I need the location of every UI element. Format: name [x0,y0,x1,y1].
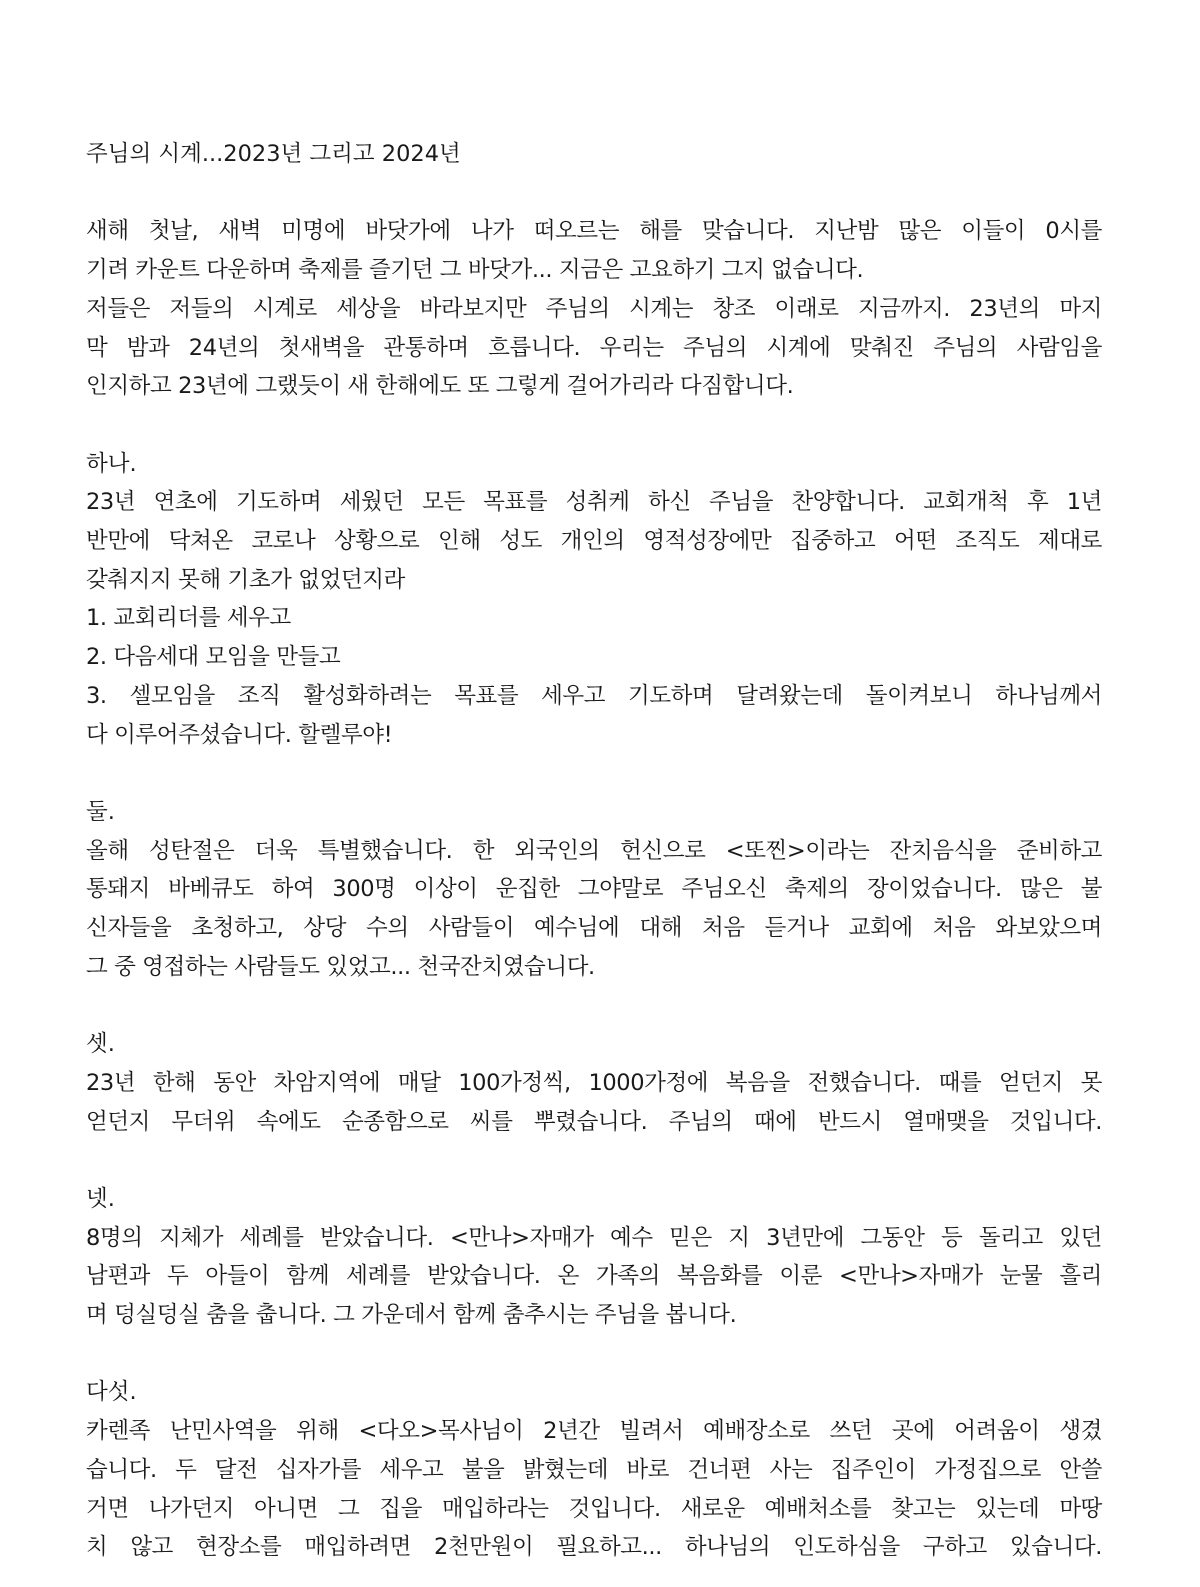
section-line: 갖춰지지 못해 기초가 없었던지라 [86,566,405,593]
intro-paragraph [86,212,1102,406]
section-heading: 둘. [86,798,115,825]
section-4 [86,1180,1102,1335]
spacer [86,754,1102,793]
section-3 [86,1025,1102,1141]
section-line: 남편과 두 아들이 함께 세례를 받았습니다. 온 가족의 복음화를 이룬 <만나>자매가 눈물 흘리 [86,1263,1102,1290]
section-line: 8명의 지체가 세례를 받았습니다. <만나>자매가 예수 믿은 지 3년만에 그동안 등 돌리고 있던 [86,1224,1102,1251]
intro-line: 인지하고 23년에 그랬듯이 새 한해에도 또 그렇게 걸어가리라 다짐합니다. [86,373,794,400]
section-line: 치 않고 현장소를 매입하려면 2천만원이 필요하고... 하나님의 인도하심을 구하고 있습니다. [86,1534,1102,1561]
section-line: 다 이루어주셨습니다. 할렐루야! [86,721,393,748]
section-line: 3. 셀모임을 조직 활성화하려는 목표를 세우고 기도하며 달려왔는데 돌이켜보니 하나님께서 [86,682,1102,709]
spacer [86,1335,1102,1374]
section-heading: 넷. [86,1185,115,1212]
section-line: 1. 교회리더를 세우고 [86,605,291,632]
intro-line: 저들은 저들의 시계로 세상을 바라보지만 주님의 시계는 창조 이래로 지금까지. 23년의 마지 [86,295,1102,322]
letter-document [86,135,1102,1567]
spacer [86,406,1102,445]
spacer [86,1141,1102,1180]
section-1 [86,445,1102,755]
section-line: 그 중 영접하는 사람들도 있었고... 천국잔치였습니다. [86,953,595,980]
intro-line: 막 밤과 24년의 첫새벽을 관통하며 흐릅니다. 우리는 주님의 시계에 맞춰진 주님의 사람임을 [86,334,1102,361]
intro-line: 새해 첫날, 새벽 미명에 바닷가에 나가 떠오르는 해를 맞습니다. 지난밤 많은 이들이 0시를 [86,218,1102,245]
section-line: 얻던지 무더위 속에도 순종함으로 씨를 뿌렸습니다. 주님의 때에 반드시 열매맺을 것입니다. [86,1108,1102,1135]
section-line: 습니다. 두 달전 십자가를 세우고 불을 밝혔는데 바로 건너편 사는 집주인이 가정집으로 안쓸 [86,1456,1102,1483]
section-line: 며 덩실덩실 춤을 춥니다. 그 가운데서 함께 춤추시는 주님을 봅니다. [86,1302,737,1329]
section-line: 통돼지 바베큐도 하여 300명 이상이 운집한 그야말로 주님오신 축제의 장이었습니다. 많은 불 [86,876,1102,903]
section-2 [86,793,1102,987]
intro-line: 기려 카운트 다운하며 축제를 즐기던 그 바닷가... 지금은 고요하기 그지 없습니다. [86,257,864,284]
section-5 [86,1373,1102,1567]
section-heading: 다섯. [86,1379,137,1406]
section-line: 23년 한해 동안 차암지역에 매달 100가정씩, 1000가정에 복음을 전했습니다. 때를 얻던지 못 [86,1069,1102,1096]
spacer [86,986,1102,1025]
section-line: 신자들을 초청하고, 상당 수의 사람들이 예수님에 대해 처음 듣거나 교회에 처음 와보았으며 [86,915,1102,942]
section-line: 23년 연초에 기도하며 세웠던 모든 목표를 성취케 하신 주님을 찬양합니다. 교회개척 후 1년 [86,489,1102,516]
section-line: 반만에 닥쳐온 코로나 상황으로 인해 성도 개인의 영적성장에만 집중하고 어떤 조직도 제대로 [86,528,1102,554]
section-line: 거면 나가던지 아니면 그 집을 매입하라는 것입니다. 새로운 예배처소를 찾고는 있는데 마땅 [86,1495,1102,1522]
section-heading: 셋. [86,1031,115,1058]
section-heading: 하나. [86,450,137,477]
sections-container [86,445,1102,1567]
section-line: 올해 성탄절은 더욱 특별했습니다. 한 외국인의 헌신으로 <또찐>이라는 잔치음식을 준비하고 [86,837,1102,864]
section-line: 2. 다음세대 모임을 만들고 [86,644,341,671]
document-title: 주님의 시계...2023년 그리고 2024년 [86,141,461,167]
section-line: 카렌족 난민사역을 위해 <다오>목사님이 2년간 빌려서 예배장소로 쓰던 곳에 어려움이 생겼 [86,1418,1102,1445]
